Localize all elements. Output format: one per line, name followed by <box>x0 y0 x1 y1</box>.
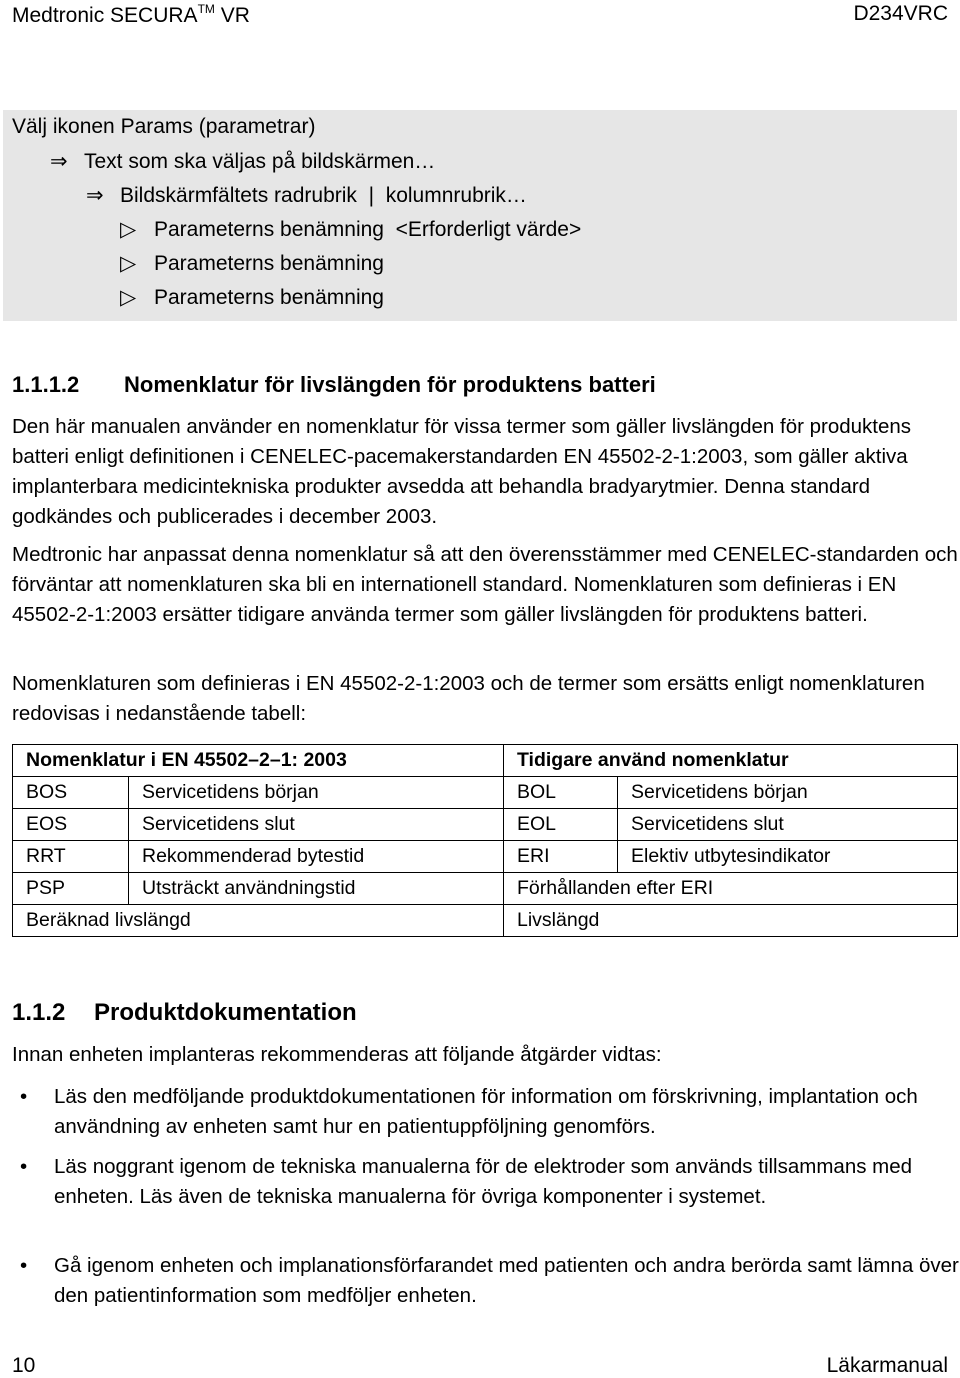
instruction-title: Välj ikonen Params (parametrar) <box>12 115 316 138</box>
list-item-text: Gå igenom enheten och implanationsförfarandet med patienten och andra berörda samt lämna över den patientinformation som medföljer enheten. <box>54 1254 959 1307</box>
table-header-row <box>13 745 958 777</box>
section-number: 1.1.1.2 <box>12 372 80 397</box>
paragraph-2: Medtronic har anpassat denna nomenklatur så att den överensstämmer med CENELEC-standarden och förväntar att nomenklaturen ska bli en internationell standard. Nomenklaturen som definieras i EN 45502-2-1:2003 ersätter tidigare använda termer som gäller livslängden för produktens batteri. <box>12 543 958 626</box>
table-cell: Elektiv utbytesindikator <box>618 841 958 873</box>
list-item <box>12 1251 960 1311</box>
section-heading-battery <box>12 372 656 398</box>
table-cell: EOS <box>13 809 129 841</box>
table-header-cell: Tidigare använd nomenklatur <box>504 745 958 777</box>
paragraph-3: Nomenklaturen som definieras i EN 45502-2-1:2003 och de termer som ersätts enligt nomenklaturen redovisas i nedanstående tabell: <box>12 672 925 725</box>
table-cell: Utsträckt användningstid <box>129 873 504 905</box>
table-cell: Servicetidens början <box>129 777 504 809</box>
bullet-icon: • <box>20 1085 28 1108</box>
section-number: 1.1.2 <box>12 999 66 1026</box>
paragraph-1: Den här manualen använder en nomenklatur för vissa termer som gäller livslängden för produktens batteri enligt definitionen i CENELEC-pacemakerstandarden EN 45502-2-1:2003, som gäller aktiva implanterbara medicintekniska produkter avsedda att behandla bradyarytmier. Denna standard godkändes och publicerades i december 2003. <box>12 415 912 528</box>
section-title: Nomenklatur för livslängden för produktens batteri <box>124 372 656 397</box>
list-item <box>12 1152 960 1212</box>
instruction-arrow-1 <box>50 149 435 174</box>
page-number: 10 <box>12 1354 36 1377</box>
table-cell: EOL <box>504 809 618 841</box>
docs-intro: Innan enheten implanteras rekommenderas att följande åtgärder vidtas: <box>12 1043 662 1066</box>
param-line-text: Parameterns benämning <box>154 286 384 309</box>
table-cell: Livslängd <box>504 905 958 937</box>
product-name: Medtronic SECURA <box>12 4 198 27</box>
product-suffix: VR <box>214 4 250 27</box>
table-row <box>13 873 958 905</box>
instruction-param-1 <box>120 217 581 242</box>
list-item-text: Läs noggrant igenom de tekniska manualerna för de elektroder som används tillsammans med enheten. Läs även de tekniska manualerna för övriga komponenter i systemet. <box>54 1155 913 1208</box>
table-cell: PSP <box>13 873 129 905</box>
table-cell: Servicetidens slut <box>129 809 504 841</box>
double-arrow-icon: ⇒ <box>86 184 104 207</box>
header-model: D234VRC <box>853 2 948 25</box>
triangle-icon: ▷ <box>120 286 137 309</box>
instruction-param-2 <box>120 251 384 276</box>
instruction-arrow-2 <box>86 183 527 208</box>
table-cell: Rekommenderad bytestid <box>129 841 504 873</box>
table-cell: Servicetidens början <box>618 777 958 809</box>
table-row <box>13 905 958 937</box>
table-cell: ERI <box>504 841 618 873</box>
table-cell: Beräknad livslängd <box>13 905 504 937</box>
table-cell: Förhållanden efter ERI <box>504 873 958 905</box>
table-cell: Servicetidens slut <box>618 809 958 841</box>
manual-name: Läkarmanual <box>826 1354 948 1377</box>
param-line-text: Parameterns benämning <Erforderligt värde> <box>154 218 582 241</box>
param-line-text: Parameterns benämning <box>154 252 384 275</box>
instruction-param-3 <box>120 285 384 310</box>
triangle-icon: ▷ <box>120 218 137 241</box>
table-row <box>13 841 958 873</box>
table-header-cell: Nomenklatur i EN 45502–2–1: 2003 <box>13 745 504 777</box>
list-item-text: Läs den medföljande produktdokumentationen för information om förskrivning, implantation och användning av enheten samt hur en patientuppföljning genomförs. <box>54 1085 918 1138</box>
triangle-icon: ▷ <box>120 252 137 275</box>
bullet-icon: • <box>20 1254 28 1277</box>
list-item <box>12 1082 960 1142</box>
table-cell: RRT <box>13 841 129 873</box>
instruction-arrow-1-text: Text som ska väljas på bildskärmen… <box>84 150 436 173</box>
table-row <box>13 777 958 809</box>
section-heading-docs <box>12 999 357 1027</box>
double-arrow-icon: ⇒ <box>50 150 68 173</box>
section-title: Produktdokumentation <box>94 999 357 1026</box>
table-cell: BOS <box>13 777 129 809</box>
nomenclature-table <box>12 744 958 937</box>
table-cell: BOL <box>504 777 618 809</box>
trademark: TM <box>197 2 215 16</box>
bullet-icon: • <box>20 1155 28 1178</box>
instruction-arrow-2-text: Bildskärmfältets radrubrik | kolumnrubrik… <box>120 184 527 207</box>
table-row <box>13 809 958 841</box>
header-product <box>12 2 250 28</box>
